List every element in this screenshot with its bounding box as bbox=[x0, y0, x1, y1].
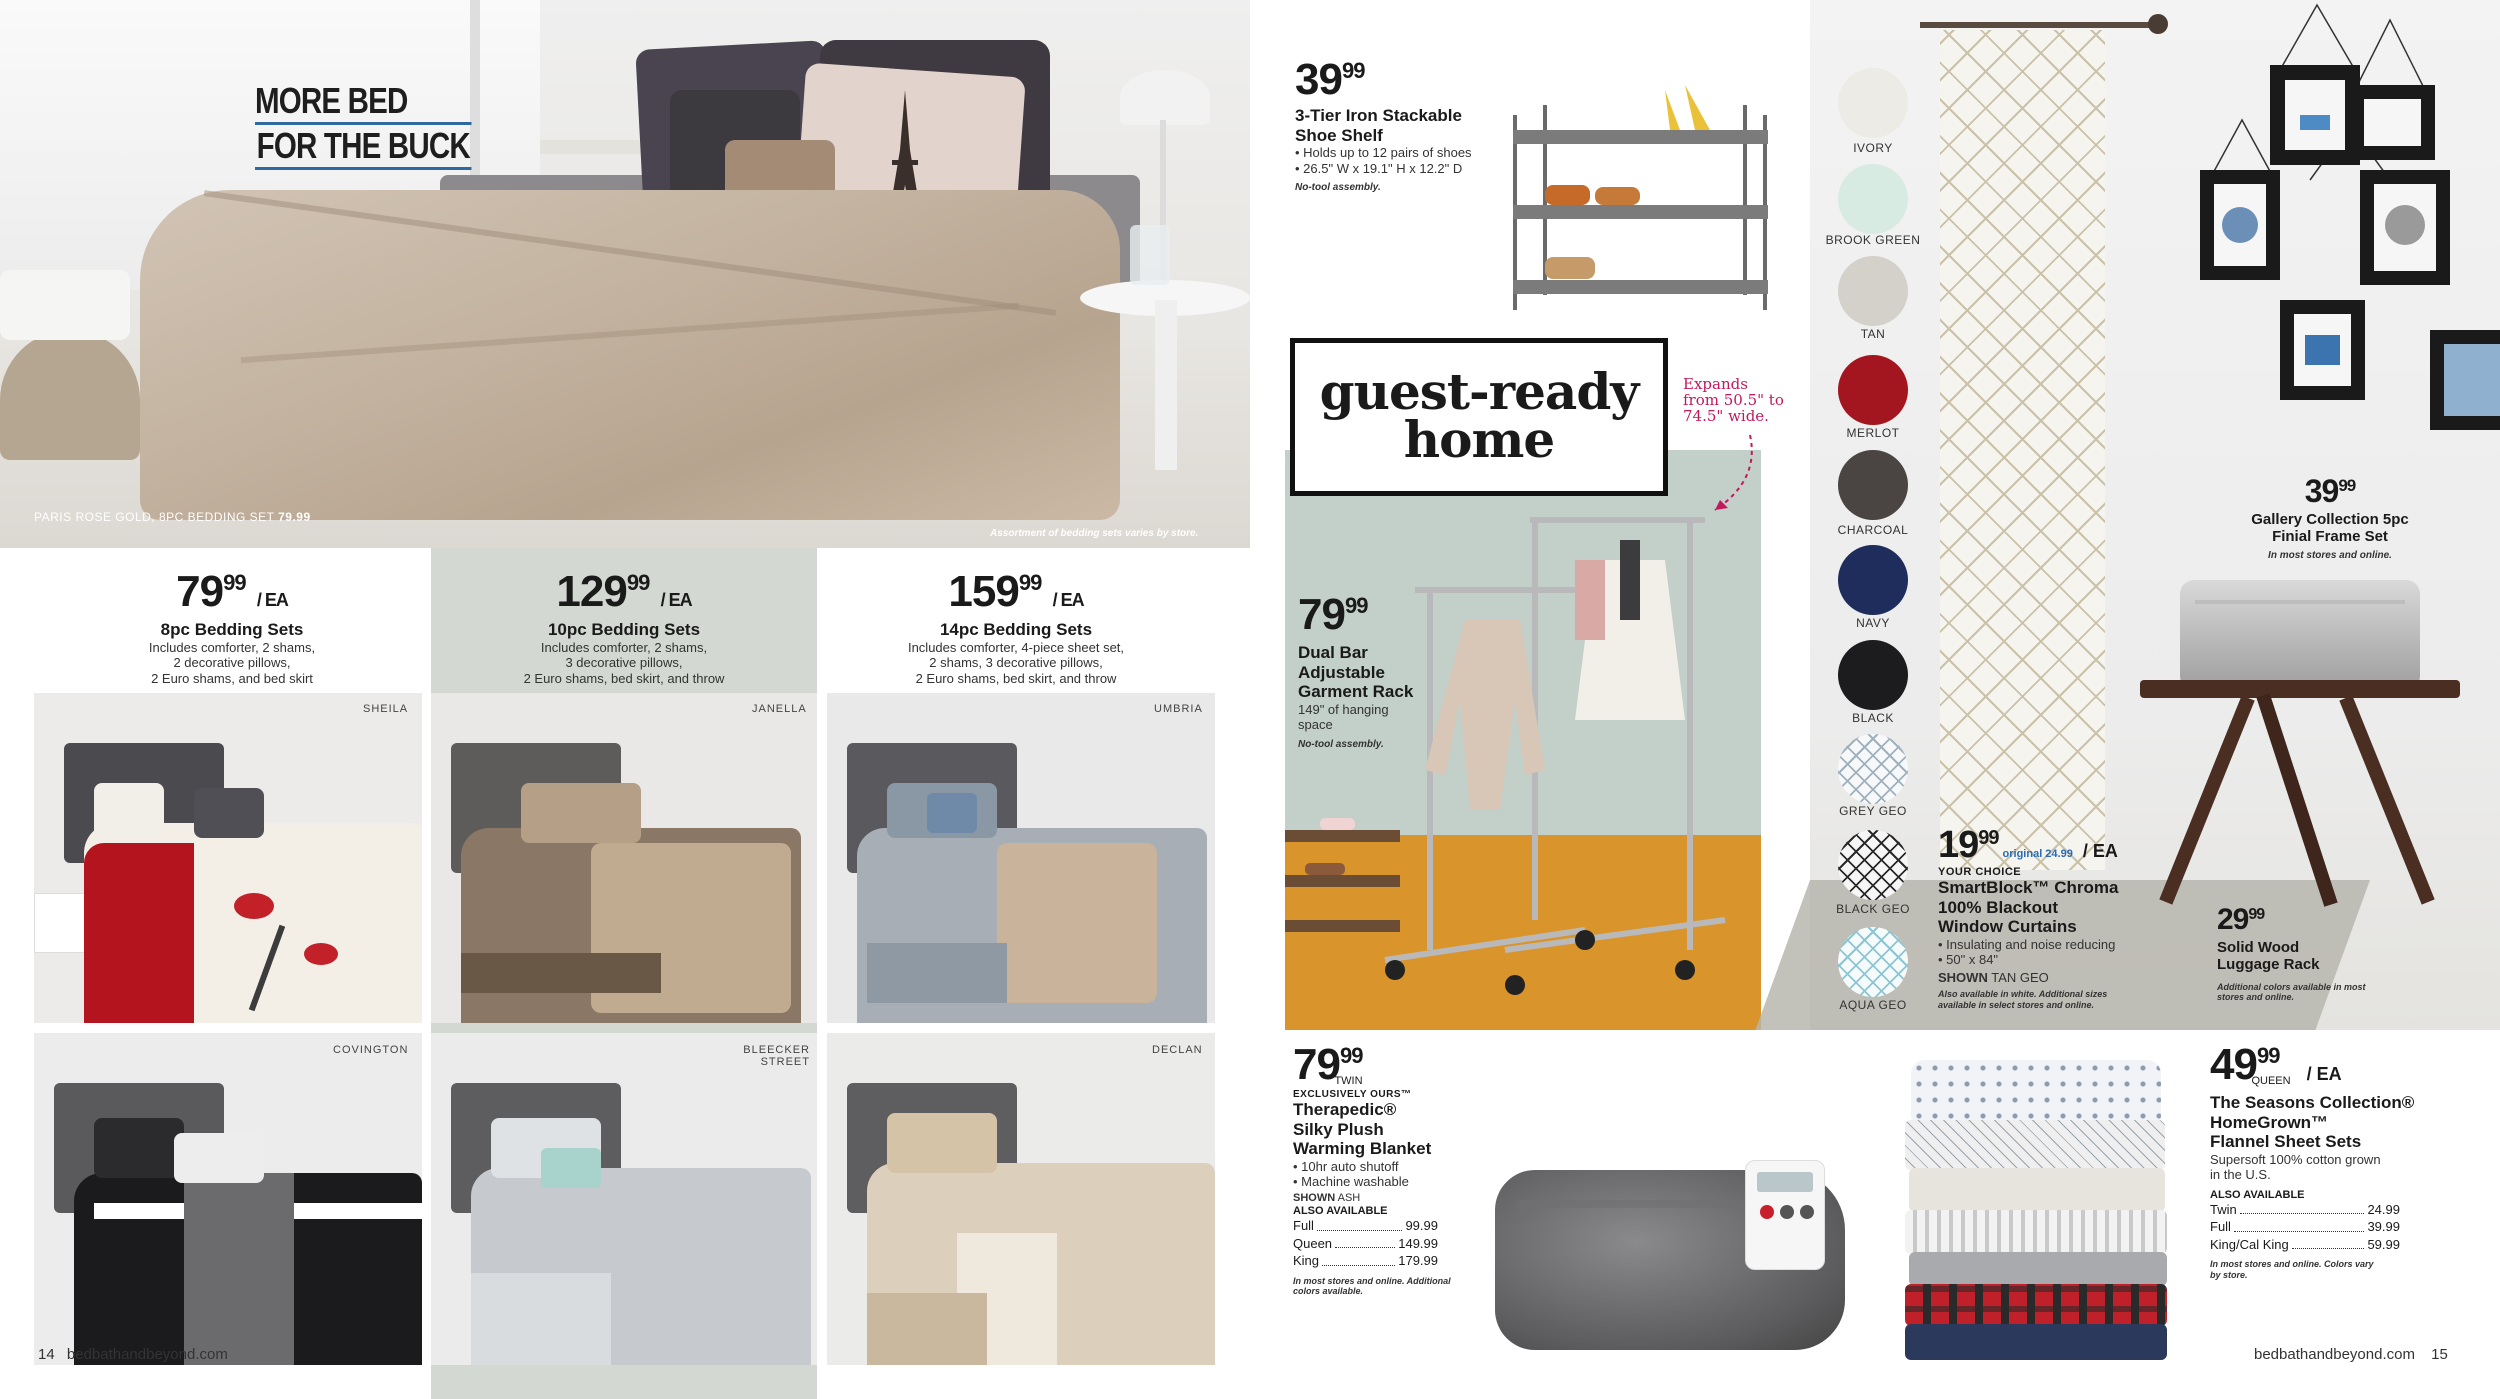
desc-8pc-1: Includes comforter, 2 shams, bbox=[148, 639, 316, 655]
curtains-bullet-2: • 50" x 84" bbox=[1938, 952, 1999, 968]
garment-rack-price: $79^{99}$ bbox=[1298, 590, 1368, 639]
curtains-title: SmartBlock™ Chroma 100% Blackout Window Curtains bbox=[1938, 878, 2119, 937]
flannel-block bbox=[2210, 1040, 2470, 1281]
right-footer bbox=[2254, 1346, 2448, 1363]
flannel-unit: / EA bbox=[2306, 1064, 2342, 1084]
flannel-price: $49^{99}$ bbox=[2210, 1040, 2280, 1089]
swatch-merlot[interactable] bbox=[1838, 355, 1908, 425]
page-number-14: 14 bbox=[38, 1346, 55, 1363]
blanket-also-list bbox=[1293, 1217, 1438, 1270]
set-label-umbria: UMBRIA bbox=[1154, 703, 1203, 715]
hero-caption-text: PARIS ROSE GOLD, 8PC BEDDING SET bbox=[34, 510, 275, 524]
flannel-also-row: Full 39.99 bbox=[2210, 1219, 2400, 1235]
flannel-also-list bbox=[2210, 1201, 2400, 1254]
curtains-original: original 24.99 bbox=[2002, 848, 2073, 860]
swatch-label-ivory: IVORY bbox=[1853, 141, 1893, 155]
swatch-label-navy: NAVY bbox=[1856, 616, 1890, 630]
frames-note: In most stores and online. bbox=[2268, 549, 2392, 561]
column-10pc bbox=[431, 567, 817, 686]
shoe-shelf-bullet-2: • 26.5" W x 19.1" H x 12.2" D bbox=[1295, 160, 1463, 176]
swatch-charcoal[interactable] bbox=[1838, 450, 1908, 520]
guest-ready-line2: home bbox=[1403, 410, 1555, 469]
column-14pc bbox=[818, 567, 1214, 686]
curtains-price-row bbox=[1938, 826, 2198, 864]
curtains-price: $19^{99}$ bbox=[1938, 824, 1999, 866]
blanket-block bbox=[1293, 1040, 1468, 1297]
desc-8pc-2: 2 decorative pillows, bbox=[173, 655, 291, 671]
hero-headline-line1: MORE BED bbox=[255, 80, 408, 121]
desc-10pc-2: 3 decorative pillows, bbox=[565, 655, 683, 671]
price-14pc: $159^{99}$ / EA bbox=[948, 567, 1084, 616]
luggage-rack-title: Solid Wood Luggage Rack bbox=[2217, 939, 2320, 974]
set-label-declan: DECLAN bbox=[1152, 1044, 1203, 1056]
desc-14pc-1: Includes comforter, 4-piece sheet set, bbox=[907, 639, 1125, 655]
frames-price: $39^{99}$ bbox=[2304, 473, 2356, 509]
garment-rack-block bbox=[1298, 590, 1448, 751]
footer-site-right[interactable]: bedbathandbeyond.com bbox=[2254, 1346, 2415, 1363]
curtains-unit: / EA bbox=[2082, 841, 2118, 861]
flannel-desc-1: Supersoft 100% cotton grown bbox=[2210, 1151, 2381, 1167]
garment-rack-desc-2: space bbox=[1298, 717, 1333, 733]
left-footer bbox=[38, 1346, 228, 1363]
price-8pc: $79^{99}$ / EA bbox=[176, 567, 288, 616]
desc-10pc-1: Includes comforter, 2 shams, bbox=[540, 639, 708, 655]
swatch-ivory[interactable] bbox=[1838, 68, 1908, 138]
footer-site-left[interactable]: bedbathandbeyond.com bbox=[66, 1346, 228, 1363]
curtains-note: Also available in white. Additional sizes available in select stores and online. bbox=[1938, 989, 2108, 1011]
swatch-black-geo[interactable] bbox=[1838, 830, 1908, 900]
shoe-shelf-block bbox=[1295, 55, 1535, 194]
hero-bedroom-photo bbox=[0, 0, 1250, 548]
curtains-bullet-1: • Insulating and noise reducing bbox=[1938, 936, 2116, 952]
swatch-label-tan: TAN bbox=[1860, 327, 1886, 341]
hero-caption bbox=[34, 510, 311, 524]
blanket-shown: SHOWN ASH bbox=[1293, 1191, 1361, 1204]
swatch-label-grey-geo: GREY GEO bbox=[1839, 804, 1907, 818]
desc-14pc-2: 2 shams, 3 decorative pillows, bbox=[929, 655, 1103, 671]
bedding-photo-janella bbox=[431, 693, 817, 1023]
flannel-sheets-photo bbox=[1905, 1060, 2175, 1360]
column-8pc bbox=[34, 567, 430, 686]
flannel-also-label: ALSO AVAILABLE bbox=[2210, 1188, 2305, 1201]
bedding-photo-bleecker-street bbox=[431, 1033, 817, 1365]
swatch-label-merlot: MERLOT bbox=[1846, 426, 1900, 440]
flannel-note: In most stores and online. Colors vary by store. bbox=[2210, 1259, 2374, 1281]
blanket-also-row: King 179.99 bbox=[1293, 1253, 1438, 1269]
swatch-label-black: BLACK bbox=[1852, 711, 1894, 725]
desc-14pc-3: 2 Euro shams, bed skirt, and throw bbox=[915, 670, 1117, 686]
swatch-aqua-geo[interactable] bbox=[1838, 927, 1908, 997]
swatch-brook-green[interactable] bbox=[1838, 164, 1908, 234]
frames-block bbox=[2200, 475, 2460, 562]
curtains-shown: SHOWN TAN GEO bbox=[1938, 969, 2049, 985]
title-10pc: 10pc Bedding Sets bbox=[547, 620, 701, 639]
bedding-photo-umbria bbox=[827, 693, 1215, 1023]
blanket-photo bbox=[1495, 1160, 1845, 1360]
hero-headline bbox=[255, 80, 471, 170]
curtain-panel bbox=[1940, 30, 2105, 870]
bedding-photo-sheila bbox=[34, 693, 422, 1023]
guest-ready-line1: guest-ready bbox=[1319, 362, 1639, 421]
flannel-size: QUEEN bbox=[2251, 1075, 2291, 1087]
curtain-rod bbox=[1920, 22, 2160, 28]
set-label-covington: COVINGTON bbox=[333, 1044, 409, 1056]
garment-rack-photo bbox=[1285, 500, 1761, 1030]
shoe-shelf-price: $39^{99}$ bbox=[1295, 55, 1365, 104]
blanket-exclusive: EXCLUSIVELY OURS™ bbox=[1293, 1089, 1412, 1100]
hero-caption-price: 79.99 bbox=[278, 510, 311, 524]
set-label-sheila: SHEILA bbox=[363, 703, 409, 715]
luggage-rack-note: Additional colors available in most stores and online. bbox=[2217, 981, 2366, 1003]
title-8pc: 8pc Bedding Sets bbox=[160, 620, 304, 639]
shoe-shelf-bullet-1: • Holds up to 12 pairs of shoes bbox=[1295, 145, 1472, 161]
luggage-rack-block bbox=[2217, 905, 2377, 1003]
garment-rack-title: Dual Bar Adjustable Garment Rack bbox=[1298, 643, 1414, 702]
garment-rack-desc-1: 149" of hanging bbox=[1298, 701, 1389, 717]
set-label-bleecker-street: BLEECKER STREET bbox=[743, 1044, 810, 1068]
blanket-bullet-1: • 10hr auto shutoff bbox=[1293, 1158, 1399, 1174]
blanket-price-row bbox=[1293, 1040, 1468, 1089]
blanket-price: $79^{99}$ bbox=[1293, 1040, 1363, 1089]
blanket-title: Therapedic® Silky Plush Warming Blanket bbox=[1293, 1100, 1432, 1159]
blanket-note: In most stores and online. Additional colors available. bbox=[1293, 1275, 1451, 1297]
swatch-label-aqua-geo: AQUA GEO bbox=[1839, 998, 1907, 1012]
title-14pc: 14pc Bedding Sets bbox=[939, 620, 1093, 639]
flannel-desc-2: in the U.S. bbox=[2210, 1167, 2271, 1183]
swatch-label-charcoal: CHARCOAL bbox=[1837, 523, 1909, 537]
garment-rack-note: No-tool assembly. bbox=[1298, 738, 1384, 750]
frames-title: Gallery Collection 5pc Finial Frame Set bbox=[2251, 511, 2409, 546]
page-number-15: 15 bbox=[2431, 1346, 2448, 1363]
swatch-label-brook-green: BROOK GREEN bbox=[1825, 233, 1921, 247]
swatch-navy[interactable] bbox=[1838, 545, 1908, 615]
swatch-black[interactable] bbox=[1838, 640, 1908, 710]
hero-headline-line2: FOR THE BUCK bbox=[255, 122, 471, 170]
shoe-shelf-title: 3-Tier Iron Stackable Shoe Shelf bbox=[1295, 106, 1462, 145]
swatch-tan[interactable] bbox=[1838, 256, 1908, 326]
bedding-photo-declan bbox=[827, 1033, 1215, 1365]
frames-photo bbox=[2200, 0, 2500, 430]
blanket-bullet-2: • Machine washable bbox=[1293, 1174, 1409, 1190]
desc-8pc-3: 2 Euro shams, and bed skirt bbox=[151, 670, 313, 686]
blanket-size: TWIN bbox=[1334, 1075, 1363, 1087]
bedding-photo-covington bbox=[34, 1033, 422, 1365]
blanket-also-row: Queen 149.99 bbox=[1293, 1235, 1438, 1251]
desc-10pc-3: 2 Euro shams, bed skirt, and throw bbox=[523, 670, 725, 686]
shoe-shelf-note: No-tool assembly. bbox=[1295, 182, 1381, 194]
curtains-your-choice: YOUR CHOICE bbox=[1938, 866, 2022, 878]
blanket-also-label: ALSO AVAILABLE bbox=[1293, 1205, 1388, 1218]
flannel-also-row: Twin 24.99 bbox=[2210, 1201, 2400, 1217]
shoe-shelf-photo bbox=[1505, 75, 1780, 315]
guest-ready-headline-box bbox=[1290, 338, 1668, 496]
curtains-block bbox=[1938, 826, 2198, 1011]
luggage-rack-price: $29^{99}$ bbox=[2217, 903, 2265, 936]
flannel-also-row: King/Cal King 59.99 bbox=[2210, 1236, 2400, 1252]
assortment-note: Assortment of bedding sets varies by store. bbox=[990, 528, 1199, 539]
curtain-rod-finial bbox=[2148, 14, 2168, 34]
price-10pc: $129^{99}$ / EA bbox=[556, 567, 692, 616]
blanket-also-row: Full 99.99 bbox=[1293, 1218, 1438, 1234]
swatch-grey-geo[interactable] bbox=[1838, 734, 1908, 804]
flannel-price-row bbox=[2210, 1040, 2470, 1089]
expands-note: Expands from 50.5" to 74.5" wide. bbox=[1683, 375, 1784, 425]
flannel-title: The Seasons Collection® HomeGrown™ Flannel Sheet Sets bbox=[2210, 1093, 2415, 1152]
set-label-janella: JANELLA bbox=[752, 703, 807, 715]
swatch-label-black-geo: BLACK GEO bbox=[1836, 902, 1910, 916]
